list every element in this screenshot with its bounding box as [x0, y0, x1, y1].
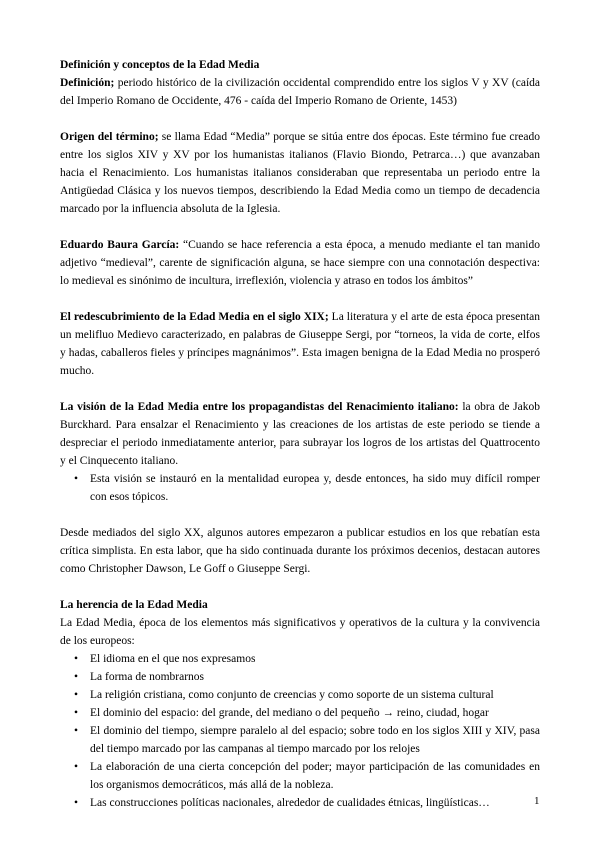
page-number: 1: [534, 795, 540, 807]
list-item: • El idioma en el que nos expresamos: [60, 650, 540, 668]
section-title-herencia: La herencia de la Edad Media: [60, 599, 208, 611]
mid20-paragraph: Desde mediados del siglo XX, algunos autores empezaron a publicar estudios en los que rebatían esta crítica simplista. En esta labor, que ha sido continuada durante los próximos decenios, destacan autores como Christopher Dawson, Le Goff o Giuseppe Sergi.: [60, 527, 540, 575]
list-item: • La religión cristiana, como conjunto de creencias y como soporte de un sistema cultural: [60, 686, 540, 704]
baura-paragraph: [60, 236, 540, 290]
origin-text: se llama Edad “Media” porque se sitúa entre dos épocas. Este término fue creado entre los siglos XIV y XV por los humanistas italianos (Flavio Biondo, Petrarca…) que avanzaban hacia el Renacimiento. Los humanistas italianos consideraban que representaba un periodo entre la Antigüedad Clásica y los nuevos tiempos, describiendo la Edad Media como un tiempo de decadencia marcado por la influencia absoluta de la Iglesia.: [60, 131, 540, 215]
origin-paragraph: [60, 128, 540, 218]
baura-label: Eduardo Baura García:: [60, 239, 180, 251]
origin-label: Origen del término;: [60, 131, 159, 143]
heritage-bullet-list: [60, 650, 540, 812]
baura-text: “Cuando se hace referencia a esta época, a menudo mediante el tan manido adjetivo “medieval”, carente de significación alguna, se hace siempre con una connotación despectiva: lo medieval es sinónimo de incultura, irreflexión, violencia y atraso en todos los ámbitos”: [60, 239, 540, 287]
renaissance-bullet-list: [60, 470, 540, 506]
list-item: • Las construcciones políticas nacionales, alrededor de cualidades étnicas, lingüísticas…: [60, 794, 540, 812]
document-body: [60, 56, 540, 812]
definition-label: Definición;: [60, 77, 115, 89]
heritage-intro: La Edad Media, época de los elementos más significativos y operativos de la cultura y la convivencia de los europeos:: [60, 617, 540, 647]
definition-paragraph: [60, 74, 540, 110]
rediscovery-text: La literatura y el arte de esta época presentan un melifluo Medievo caracterizado, en palabras de Giuseppe Sergi, por “torneos, la vida de corte, elfos y hadas, caballeros fieles y príncipes magnánimos”. Esta imagen benigna de la Edad Media no prosperó mucho.: [60, 311, 540, 377]
rediscovery-paragraph: [60, 308, 540, 380]
renaissance-paragraph: [60, 398, 540, 470]
rediscovery-label: El redescubrimiento de la Edad Media en el siglo XIX;: [60, 311, 329, 323]
list-item: • La elaboración de una cierta concepción del poder; mayor participación de las comunidades en los organismos democráticos, más allá de la nobleza.: [60, 758, 540, 794]
section-title-definicion: Definición y conceptos de la Edad Media: [60, 59, 260, 71]
definition-text: periodo histórico de la civilización occidental comprendido entre los siglos V y XV (caída del Imperio Romano de Occidente, 476 - caída del Imperio Romano de Oriente, 1453): [60, 77, 540, 107]
renaissance-text: la obra de Jakob Burckhard. Para ensalzar el Renacimiento y las creaciones de los artistas de este periodo se tiende a despreciar el periodo inmediatamente anterior, para subrayar los logros de los artistas del Quattrocento y el Cinquecento italiano.: [60, 401, 540, 467]
list-item: • Esta visión se instauró en la mentalidad europea y, desde entonces, ha sido muy difícil romper con esos tópicos.: [60, 470, 540, 506]
renaissance-label: La visión de la Edad Media entre los propagandistas del Renacimiento italiano:: [60, 401, 459, 413]
list-item: • El dominio del tiempo, siempre paralelo al del espacio; sobre todo en los siglos XIII y XIV, pasa del tiempo marcado por las campanas al tiempo marcado por los relojes: [60, 722, 540, 758]
list-item: • El dominio del espacio: del grande, del mediano o del pequeño → reino, ciudad, hogar: [60, 704, 540, 722]
list-item: • La forma de nombrarnos: [60, 668, 540, 686]
